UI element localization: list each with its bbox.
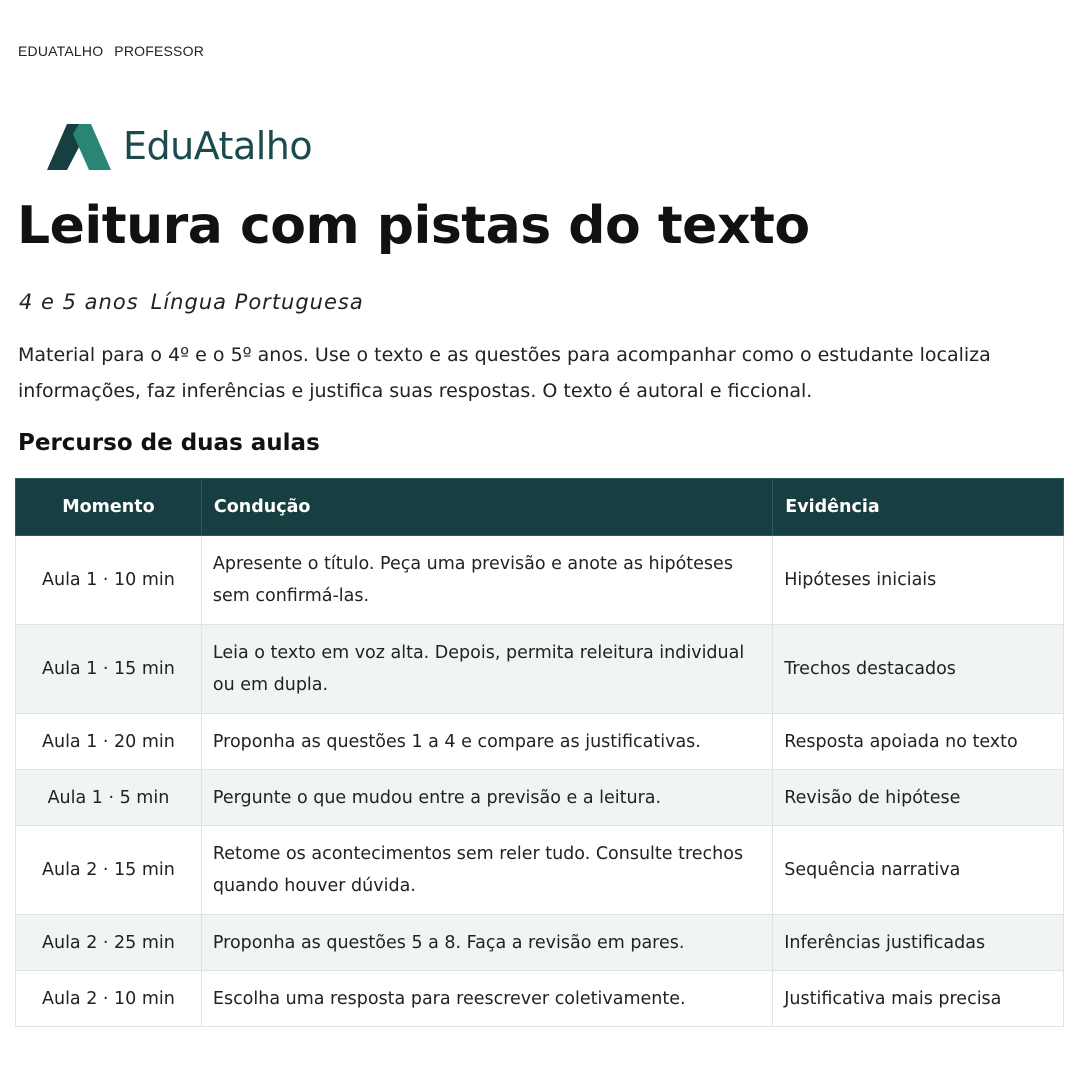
lesson-plan-table bbox=[15, 478, 1064, 1027]
table-row bbox=[16, 971, 1064, 1027]
cell-evidencia: Revisão de hipótese bbox=[773, 770, 1064, 826]
cell-momento: Aula 1 · 5 min bbox=[16, 770, 202, 826]
subtitle bbox=[19, 290, 364, 314]
logo-text: EduAtalho bbox=[123, 124, 313, 168]
cell-conducao: Leia o texto em voz alta. Depois, permita releitura individual ou em dupla. bbox=[201, 625, 772, 714]
page-title: Leitura com pistas do texto bbox=[17, 196, 810, 256]
grade-label: 4 e 5 anos bbox=[19, 290, 139, 314]
table-row bbox=[16, 915, 1064, 971]
table-row bbox=[16, 625, 1064, 714]
section-heading: Percurso de duas aulas bbox=[18, 430, 320, 456]
cell-momento: Aula 2 · 10 min bbox=[16, 971, 202, 1027]
top-bar bbox=[18, 43, 204, 59]
logo bbox=[47, 121, 312, 171]
cell-evidencia: Sequência narrativa bbox=[773, 826, 1064, 915]
cell-evidencia: Hipóteses iniciais bbox=[773, 536, 1064, 625]
cell-conducao: Proponha as questões 5 a 8. Faça a revisão em pares. bbox=[201, 915, 772, 971]
header-evidencia: Evidência bbox=[773, 479, 1064, 536]
cell-evidencia: Trechos destacados bbox=[773, 625, 1064, 714]
table-header-row bbox=[16, 479, 1064, 536]
table-row bbox=[16, 536, 1064, 625]
cell-momento: Aula 2 · 15 min bbox=[16, 826, 202, 915]
cell-conducao: Pergunte o que mudou entre a previsão e a leitura. bbox=[201, 770, 772, 826]
header-momento: Momento bbox=[16, 479, 202, 536]
cell-conducao: Apresente o título. Peça uma previsão e anote as hipóteses sem confirmá-las. bbox=[201, 536, 772, 625]
table-row bbox=[16, 714, 1064, 770]
cell-evidencia: Resposta apoiada no texto bbox=[773, 714, 1064, 770]
intro-text: Material para o 4º e o 5º anos. Use o texto e as questões para acompanhar como o estudante localiza informações, faz inferências e justifica suas respostas. O texto é autoral e ficcional. bbox=[18, 344, 991, 402]
header-conducao: Condução bbox=[201, 479, 772, 536]
subject-label: Língua Portuguesa bbox=[150, 290, 364, 314]
cell-conducao: Retome os acontecimentos sem reler tudo. Consulte trechos quando houver dúvida. bbox=[201, 826, 772, 915]
cell-momento: Aula 1 · 15 min bbox=[16, 625, 202, 714]
role-label: PROFESSOR bbox=[114, 43, 205, 59]
cell-momento: Aula 1 · 10 min bbox=[16, 536, 202, 625]
cell-momento: Aula 1 · 20 min bbox=[16, 714, 202, 770]
cell-momento: Aula 2 · 25 min bbox=[16, 915, 202, 971]
cell-evidencia: Justificativa mais precisa bbox=[773, 971, 1064, 1027]
table-row bbox=[16, 770, 1064, 826]
cell-evidencia: Inferências justificadas bbox=[773, 915, 1064, 971]
cell-conducao: Escolha uma resposta para reescrever coletivamente. bbox=[201, 971, 772, 1027]
cell-conducao: Proponha as questões 1 a 4 e compare as justificativas. bbox=[201, 714, 772, 770]
brand-label: EDUATALHO bbox=[18, 43, 104, 59]
triangle-a-icon bbox=[47, 122, 111, 170]
table-row bbox=[16, 826, 1064, 915]
